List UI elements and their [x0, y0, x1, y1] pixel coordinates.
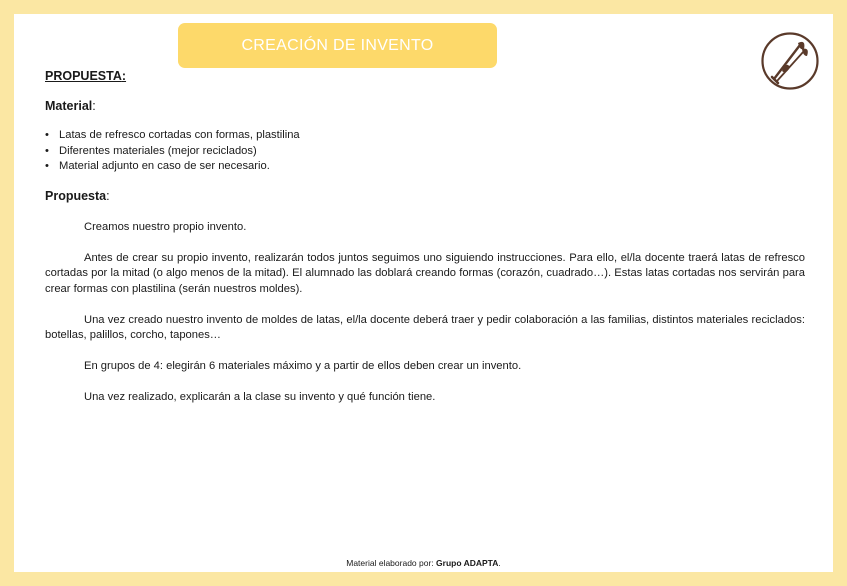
footer-credit: Material elaborado por: Grupo ADAPTA. [346, 558, 501, 568]
paragraph: Una vez realizado, explicarán a la clase su invento y qué función tiene. [84, 391, 436, 403]
document-page [14, 14, 833, 572]
paragraph: Antes de crear su propio invento, realizarán todos juntos seguimos uno siguiendo instrucciones. Para ello, el/la docente traerá latas de refresco cortadas por la mitad (o algo menos de la mitad). El alumnado las doblará creando formas (corazón, cuadrado…). Estas latas cortadas nos servirán para crear formas con plastilina (serán nuestros moldes). [45, 251, 805, 295]
material-list [45, 128, 805, 175]
paragraph: Una vez creado nuestro invento de moldes de latas, el/la docente deberá traer y pedir colaboración a las familias, distintos materiales reciclados: botellas, palillos, corcho, tapones… [45, 313, 805, 341]
list-item: • Latas de refresco cortadas con formas, plastilina [45, 129, 300, 141]
paragraph: En grupos de 4: elegirán 6 materiales máximo y a partir de ellos deben crear un invento. [84, 360, 522, 372]
propuesta-heading: PROPUESTA: [45, 69, 127, 83]
document-content [45, 69, 805, 406]
propuesta-sub-heading: Propuesta: [45, 188, 110, 203]
list-item: • Material adjunto en caso de ser necesario. [45, 160, 270, 172]
material-heading: Material: [45, 98, 96, 113]
title-banner [178, 23, 497, 68]
list-item: • Diferentes materiales (mejor reciclados) [45, 144, 257, 157]
page-title: CREACIÓN DE INVENTO [241, 36, 434, 54]
paragraph: Creamos nuestro propio invento. [84, 220, 247, 233]
